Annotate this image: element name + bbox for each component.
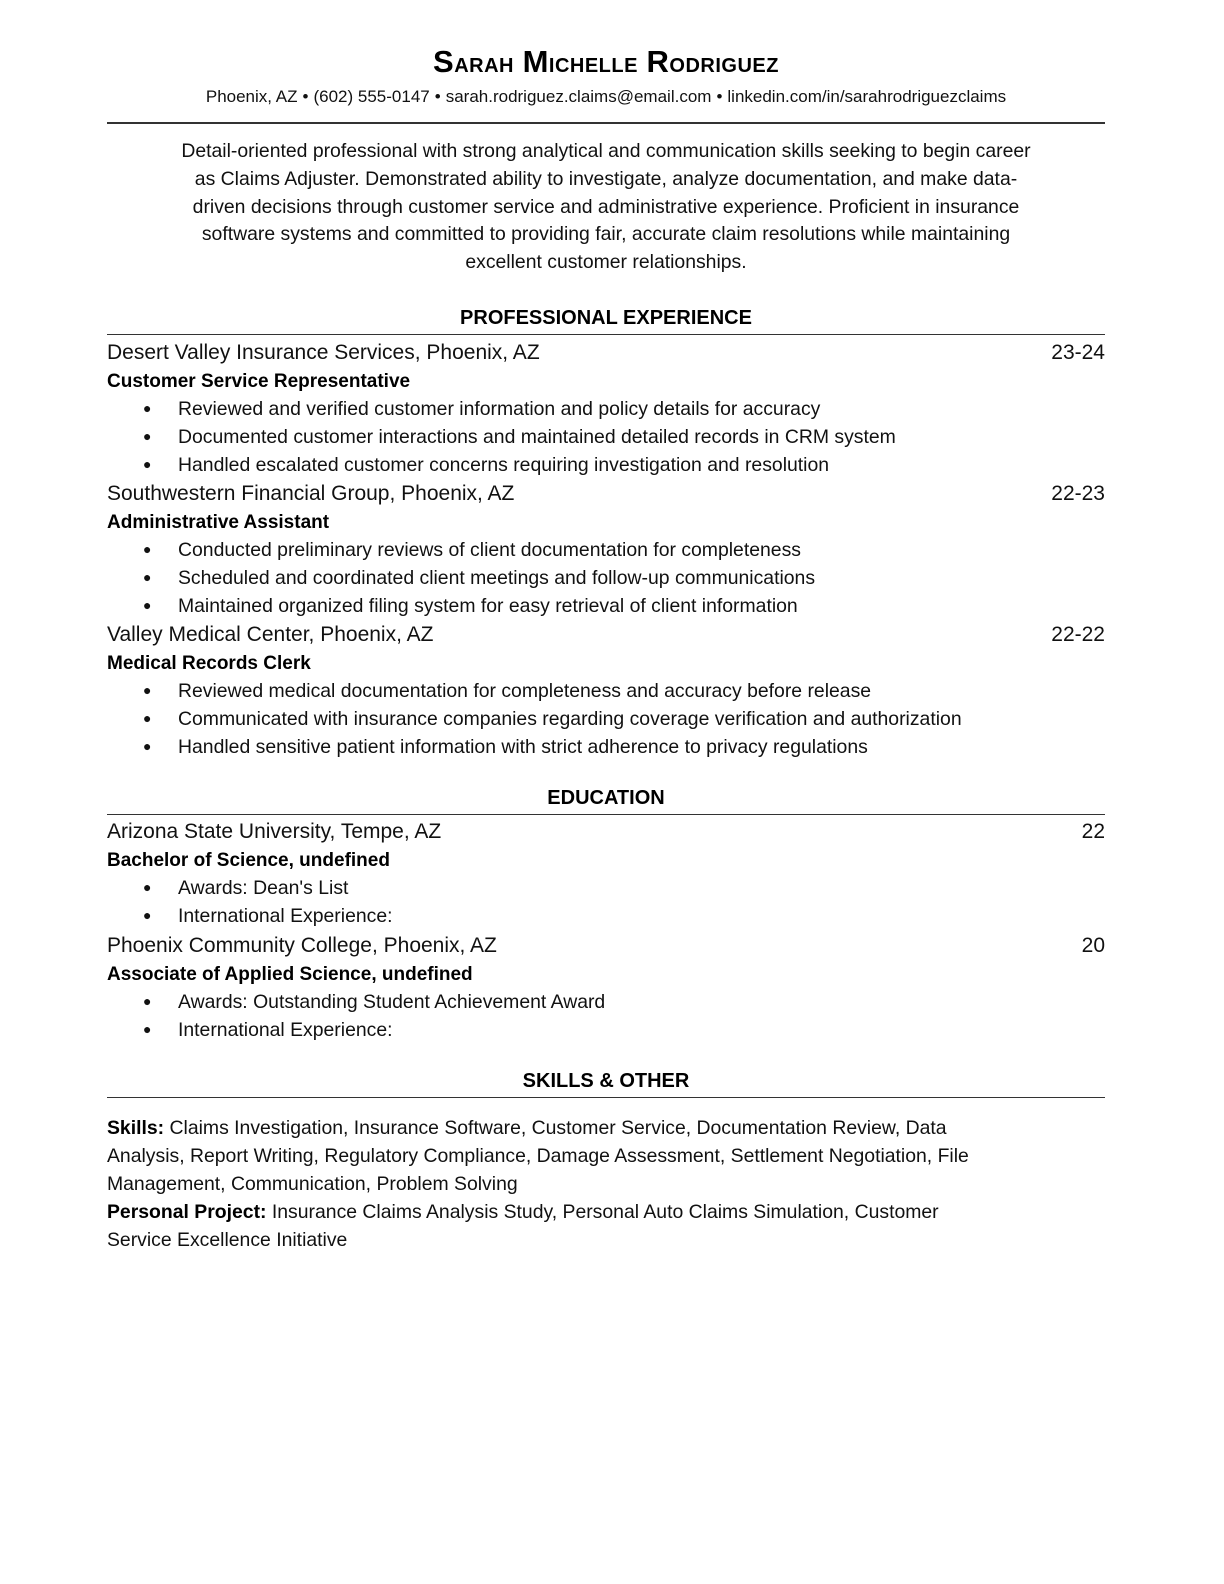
contact-separator: • (716, 87, 723, 106)
bullet-icon: ● (143, 597, 152, 613)
school-bullet: ● Awards: Outstanding Student Achievement Award (143, 991, 606, 1013)
contact-email[interactable]: sarah.rodriguez.claims@email.com (445, 87, 712, 106)
job-bullet: ● Maintained organized filing system for easy retrieval of client information (143, 595, 798, 617)
school-bullet: ● International Experience: (143, 905, 393, 927)
header-divider (107, 122, 1105, 124)
job-bullet: ● Reviewed medical documentation for completeness and accuracy before release (143, 680, 872, 702)
bullet-icon: ● (143, 541, 152, 557)
skills-paragraph (107, 1114, 1105, 1254)
skills-line: Skills: Claims Investigation, Insurance Software, Customer Service, Documentation Review, Data (107, 1117, 947, 1139)
school-bullet: ● Awards: Dean's List (143, 877, 349, 899)
school-header (107, 934, 1105, 958)
skills-line: Analysis, Report Writing, Regulatory Compliance, Damage Assessment, Settlement Negotiation, File (107, 1145, 969, 1167)
bullet-icon: ● (143, 907, 152, 923)
bullet-icon: ● (143, 993, 152, 1009)
school-dates: 20 (1081, 934, 1105, 957)
job-bullet: ● Reviewed and verified customer information and policy details for accuracy (143, 398, 821, 420)
bullet-icon: ● (143, 456, 152, 472)
bullet-icon: ● (143, 710, 152, 726)
bullet-icon: ● (143, 738, 152, 754)
summary-line: as Claims Adjuster. Demonstrated ability to investigate, analyze documentation, and make data- (194, 167, 1018, 190)
section-title-education: EDUCATION (547, 787, 665, 809)
contact-line (107, 87, 1105, 107)
candidate-name (107, 44, 1105, 80)
school-name: Phoenix Community College, Phoenix, AZ (107, 934, 497, 957)
bullet-icon: ● (143, 1021, 152, 1037)
job-dates: 22-23 (1051, 482, 1105, 505)
job-bullet: ● Conducted preliminary reviews of client documentation for completeness (143, 539, 801, 561)
contact-phone[interactable]: (602) 555-0147 (313, 87, 430, 106)
section-divider (107, 334, 1105, 335)
name-first: Sarah (433, 44, 514, 79)
job-dates: 22-22 (1051, 623, 1105, 646)
job-role: Medical Records Clerk (107, 653, 311, 674)
job-role: Customer Service Representative (107, 371, 411, 392)
contact-separator: • (434, 87, 441, 106)
summary-line: Detail-oriented professional with strong analytical and communication skills seeking to begin career (181, 140, 1031, 162)
project-label: Personal Project: (107, 1201, 267, 1223)
section-title-experience: PROFESSIONAL EXPERIENCE (460, 307, 752, 329)
job-employer: Valley Medical Center, Phoenix, AZ (107, 623, 434, 646)
bullet-icon: ● (143, 569, 152, 585)
summary-line: software systems and committed to providing fair, accurate claim resolutions while maintaining (201, 223, 1011, 246)
project-line: Personal Project: Insurance Claims Analysis Study, Personal Auto Claims Simulation, Customer (107, 1201, 939, 1223)
job-bullet: ● Documented customer interactions and maintained detailed records in CRM system (143, 426, 896, 448)
job-employer: Southwestern Financial Group, Phoenix, AZ (107, 482, 515, 505)
job-bullet: ● Handled escalated customer concerns requiring investigation and resolution (143, 454, 830, 476)
bullet-icon: ● (143, 400, 152, 416)
summary-line: excellent customer relationships. (465, 251, 747, 274)
summary (107, 138, 1105, 277)
skills-label: Skills: (107, 1117, 165, 1139)
school-degree: Associate of Applied Science, undefined (107, 964, 473, 985)
school-bullet: ● International Experience: (143, 1019, 393, 1041)
job-bullet: ● Handled sensitive patient information with strict adherence to privacy regulations (143, 736, 868, 758)
summary-line: driven decisions through customer service and administrative experience. Proficient in insurance (192, 195, 1020, 218)
section-title-skills: SKILLS & OTHER (522, 1070, 690, 1092)
bullet-icon: ● (143, 879, 152, 895)
job-employer: Desert Valley Insurance Services, Phoenix, AZ (107, 341, 540, 364)
section-divider (107, 1097, 1105, 1098)
job-header (107, 341, 1105, 365)
contact-separator: • (302, 87, 309, 106)
project-line: Service Excellence Initiative (107, 1229, 348, 1251)
job-role: Administrative Assistant (107, 512, 330, 533)
school-header (107, 820, 1105, 844)
skills-line: Management, Communication, Problem Solving (107, 1173, 518, 1195)
bullet-icon: ● (143, 682, 152, 698)
school-dates: 22 (1081, 820, 1105, 843)
name-middle: Michelle (522, 44, 638, 79)
contact-linkedin[interactable]: linkedin.com/in/sarahrodriguezclaims (727, 87, 1007, 106)
job-header (107, 482, 1105, 506)
school-name: Arizona State University, Tempe, AZ (107, 820, 442, 843)
contact-location: Phoenix, AZ (205, 87, 298, 106)
job-bullet: ● Communicated with insurance companies regarding coverage verification and authorization (143, 708, 962, 730)
section-divider (107, 814, 1105, 815)
job-bullet: ● Scheduled and coordinated client meetings and follow-up communications (143, 567, 816, 589)
school-degree: Bachelor of Science, undefined (107, 850, 390, 871)
job-dates: 23-24 (1051, 341, 1105, 364)
bullet-icon: ● (143, 428, 152, 444)
name-last: Rodriguez (646, 44, 779, 79)
job-header (107, 623, 1105, 647)
